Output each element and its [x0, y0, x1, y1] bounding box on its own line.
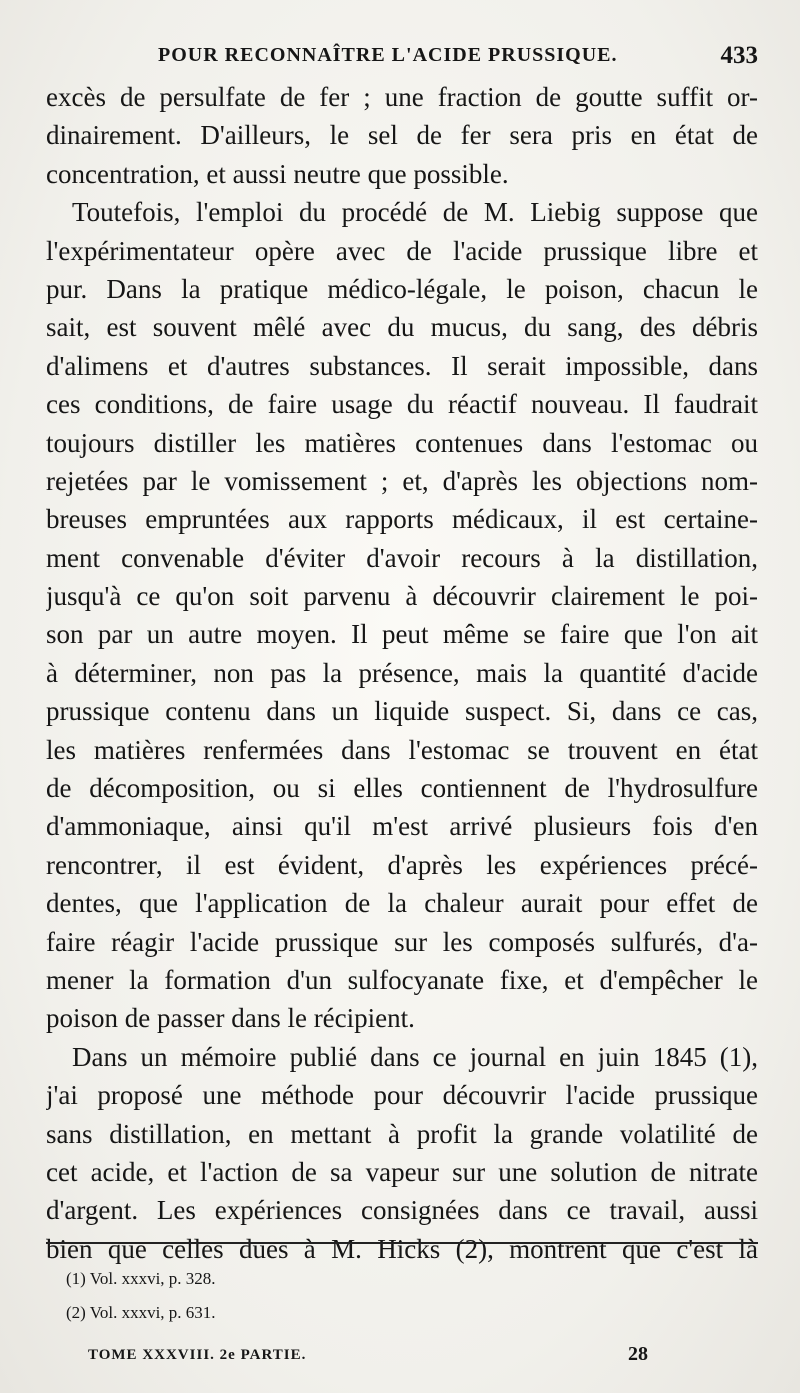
- text-line: l'expérimentateur opère avec de l'acide prussique libre et: [46, 235, 758, 266]
- page-number: 433: [720, 42, 758, 69]
- footnote-divider: [46, 1242, 758, 1244]
- volume-signature: TOME XXXVIII. 2e PARTIE.: [88, 1347, 307, 1363]
- text-line: breuses empruntées aux rapports médicaux, il est certaine-: [46, 504, 758, 535]
- text-line: dinairement. D'ailleurs, le sel de fer sera pris en état de: [46, 120, 758, 151]
- paragraph-start-line: Toutefois, l'emploi du procédé de M. Liebig suppose que: [72, 197, 758, 228]
- page-footer: [88, 1343, 648, 1377]
- text-line: à déterminer, non pas la présence, mais la quantité d'acide: [46, 657, 758, 688]
- footnote: (2) Vol. xxxvi, p. 631.: [66, 1303, 216, 1322]
- text-line: poison de passer dans le récipient.: [46, 1003, 415, 1034]
- signature-mark: 28: [628, 1343, 648, 1365]
- text-line: les matières renfermées dans l'estomac se trouvent en état: [46, 734, 758, 765]
- footnotes: [66, 1262, 666, 1330]
- text-line: d'ammoniaque, ainsi qu'il m'est arrivé plusieurs fois d'en: [46, 811, 758, 842]
- text-line: mener la formation d'un sulfocyanate fixe, et d'empêcher le: [46, 964, 758, 995]
- text-line: pur. Dans la pratique médico-légale, le poison, chacun le: [46, 273, 758, 304]
- text-line: de décomposition, ou si elles contiennent de l'hydrosulfure: [46, 773, 758, 804]
- text-line: d'argent. Les expériences consignées dans ce travail, aussi: [46, 1195, 758, 1226]
- text-line: bien que celles dues à M. Hicks (2), montrent que c'est là: [46, 1233, 758, 1264]
- text-line: jusqu'à ce qu'on soit parvenu à découvrir clairement le poi-: [46, 581, 758, 612]
- text-line: prussique contenu dans un liquide suspect. Si, dans ce cas,: [46, 696, 758, 727]
- paragraph-start-line: Dans un mémoire publié dans ce journal en juin 1845 (1),: [72, 1041, 758, 1072]
- text-line: rencontrer, il est évident, d'après les expériences précé-: [46, 849, 758, 880]
- text-line: rejetées par le vomissement ; et, d'après les objections nom-: [46, 465, 758, 496]
- footnote: (1) Vol. xxxvi, p. 328.: [66, 1269, 216, 1288]
- text-line: d'alimens et d'autres substances. Il serait impossible, dans: [46, 350, 758, 381]
- running-title: POUR RECONNAÎTRE L'ACIDE PRUSSIQUE.: [158, 44, 618, 66]
- text-line: sans distillation, en mettant à profit la grande volatilité de: [46, 1118, 758, 1149]
- text-line: toujours distiller les matières contenues dans l'estomac ou: [46, 427, 758, 458]
- text-line: cet acide, et l'action de sa vapeur sur une solution de nitrate: [46, 1156, 758, 1187]
- text-line: concentration, et aussi neutre que possible.: [46, 158, 509, 189]
- text-line: ment convenable d'éviter d'avoir recours à la distillation,: [46, 542, 758, 573]
- text-line: ces conditions, de faire usage du réactif nouveau. Il faudrait: [46, 389, 758, 420]
- body-text: [46, 78, 758, 1268]
- text-line: dentes, que l'application de la chaleur aurait pour effet de: [46, 888, 758, 919]
- text-line: sait, est souvent mêlé avec du mucus, du sang, des débris: [46, 312, 758, 343]
- text-line: j'ai proposé une méthode pour découvrir l'acide prussique: [46, 1080, 758, 1111]
- text-line: excès de persulfate de fer ; une fraction de goutte suffit or-: [46, 82, 758, 112]
- text-line: son par un autre moyen. Il peut même se faire que l'on ait: [46, 619, 758, 650]
- text-line: faire réagir l'acide prussique sur les composés sulfurés, d'a-: [46, 926, 758, 957]
